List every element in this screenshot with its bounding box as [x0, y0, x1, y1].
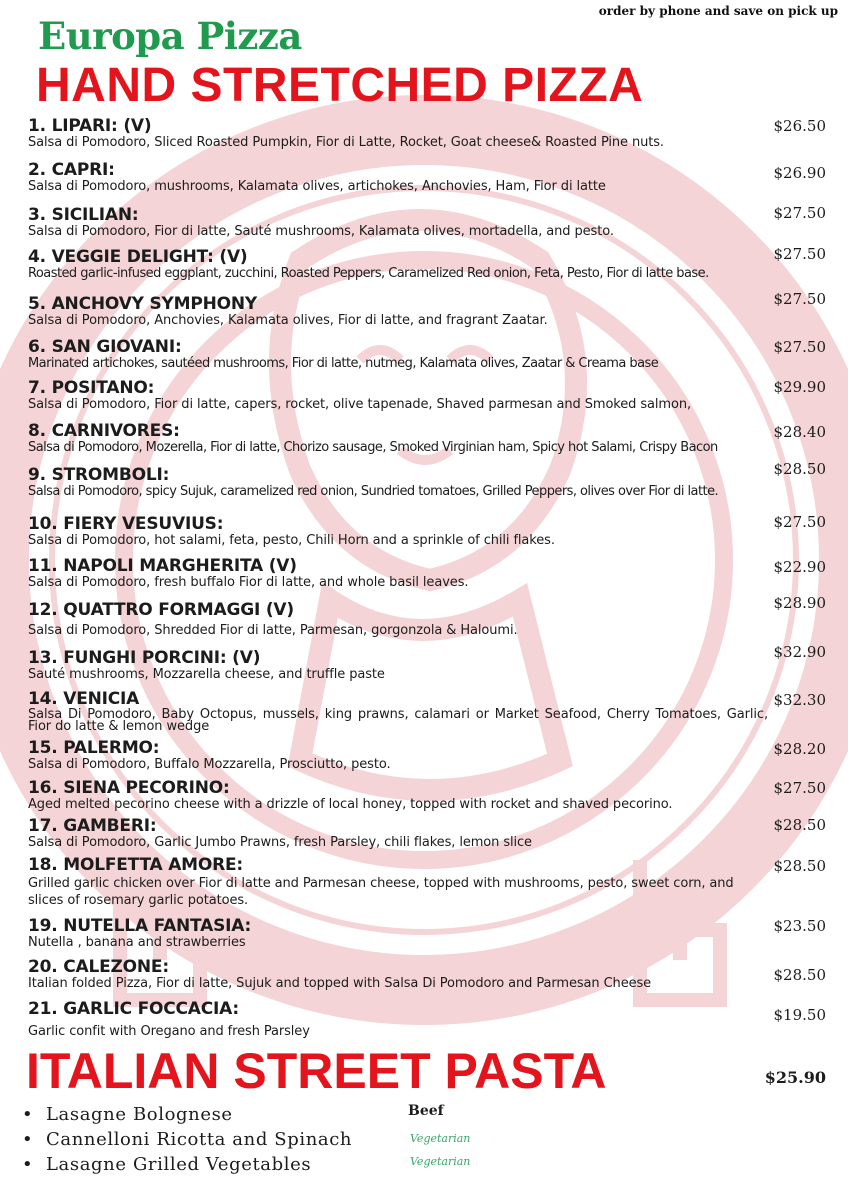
pasta-item: • Cannelloni Ricotta and Spinach — [22, 1127, 352, 1152]
beef-tag: Beef — [408, 1103, 444, 1119]
menu-item — [28, 916, 251, 950]
pasta-item: • Lasagne Grilled Vegetables — [22, 1152, 352, 1177]
menu-item — [28, 294, 548, 328]
menu-item — [28, 247, 709, 281]
item-description: Salsa di Pomodoro, Mozerella, Fior di latte, Chorizo sausage, Smoked Virginian ham, Spicy hot Salami, Crispy Bacon — [28, 440, 718, 455]
menu-item — [28, 855, 763, 909]
item-description: Salsa di Pomodoro, Buffalo Mozzarella, Prosciutto, pesto. — [28, 757, 391, 772]
menu-item — [28, 816, 532, 850]
item-name: 4. VEGGIE DELIGHT: (V) — [28, 247, 248, 267]
item-price: $22.90 — [773, 558, 826, 576]
order-by-phone-note: order by phone and save on pick up — [598, 4, 838, 18]
pasta-list — [22, 1102, 352, 1177]
item-name: 5. ANCHOVY SYMPHONY — [28, 294, 258, 314]
item-description: Salsa di Pomodoro, mushrooms, Kalamata olives, artichokes, Anchovies, Ham, Fior di latte — [28, 179, 606, 194]
item-name: 15. PALERMO: — [28, 738, 160, 758]
item-price: $29.90 — [773, 378, 826, 396]
item-description: Roasted garlic-infused eggplant, zucchini, Roasted Peppers, Caramelized Red onion, Feta, Pesto, Fior di latte base. — [28, 266, 709, 281]
menu-item — [28, 600, 518, 638]
item-name: 11. NAPOLI MARGHERITA (V) — [28, 556, 297, 576]
menu-item — [28, 465, 718, 499]
pizza-section-title: HAND STRETCHED PIZZA — [36, 59, 644, 112]
item-name: 17. GAMBERI: — [28, 816, 157, 836]
item-price: $32.90 — [773, 643, 826, 661]
item-price: $28.50 — [773, 966, 826, 984]
item-price: $28.50 — [773, 460, 826, 478]
item-name: 7. POSITANO: — [28, 378, 155, 398]
item-description: Salsa di Pomodoro, Shredded Fior di latte, Parmesan, gorgonzola & Haloumi. — [28, 623, 518, 638]
item-description: Aged melted pecorino cheese with a drizzle of local honey, topped with rocket and shaved pecorino. — [28, 797, 673, 812]
item-name: 13. FUNGHI PORCINI: (V) — [28, 648, 261, 668]
item-name: 2. CAPRI: — [28, 160, 115, 180]
item-price: $28.90 — [773, 594, 826, 612]
menu-item — [28, 514, 555, 548]
item-price: $19.50 — [773, 1006, 826, 1024]
menu-item — [28, 738, 390, 772]
item-description: Italian folded Pizza, Fior di latte, Sujuk and topped with Salsa Di Pomodoro and Parmesan Cheese — [28, 976, 652, 991]
item-description: Salsa di Pomodoro, Fior di latte, Sauté mushrooms, Kalamata olives, mortadella, and pesto. — [28, 224, 614, 239]
menu-item — [28, 556, 468, 590]
item-name: 16. SIENA PECORINO: — [28, 778, 230, 798]
item-price: $26.50 — [773, 117, 826, 135]
item-description: Salsa di Pomodoro, Anchovies, Kalamata olives, Fior di latte, and fragrant Zaatar. — [28, 313, 548, 328]
item-price: $27.50 — [773, 204, 826, 222]
item-price: $27.50 — [773, 338, 826, 356]
menu-item — [28, 160, 606, 194]
item-price: $28.50 — [773, 816, 826, 834]
item-name: 19. NUTELLA FANTASIA: — [28, 916, 252, 936]
pasta-item: • Lasagne Bolognese — [22, 1102, 352, 1127]
menu-item — [28, 957, 651, 991]
vegetarian-tag: Vegetarian — [410, 1132, 471, 1145]
menu-item — [28, 116, 664, 150]
menu-item — [28, 648, 385, 682]
item-price: $28.40 — [773, 423, 826, 441]
item-description: Salsa di Pomodoro, fresh buffalo Fior di latte, and whole basil leaves. — [28, 575, 469, 590]
item-description: Salsa di Pomodoro, Sliced Roasted Pumpkin, Fior di Latte, Rocket, Goat cheese& Roasted Pine nuts. — [28, 135, 664, 150]
item-description: Sauté mushrooms, Mozzarella cheese, and truffle paste — [28, 667, 385, 682]
menu-item — [28, 378, 691, 412]
item-name: 10. FIERY VESUVIUS: — [28, 514, 224, 534]
item-price: $23.50 — [773, 917, 826, 935]
item-name: 6. SAN GIOVANI: — [28, 337, 182, 357]
pasta-section-title: ITALIAN STREET PASTA — [26, 1043, 607, 1099]
item-description: Grilled garlic chicken over Fior di latte and Parmesan cheese, topped with mushrooms, pesto, sweet corn, and slices of rosemary garlic potatoes. — [28, 876, 734, 908]
item-name: 9. STROMBOLI: — [28, 465, 170, 485]
brand-title: Europa Pizza — [38, 14, 302, 58]
item-name: 20. CALEZONE: — [28, 957, 169, 977]
item-description: Marinated artichokes, sautéed mushrooms, Fior di latte, nutmeg, Kalamata olives, Zaatar & Creama base — [28, 356, 659, 371]
menu-item — [28, 421, 718, 455]
item-price: $28.20 — [773, 740, 826, 758]
item-description: Salsa Di Pomodoro, Baby Octopus, mussels, king prawns, calamari or Market Seafood, Cherry Tomatoes, Garlic, Fior do latte & lemon wedge — [28, 707, 768, 734]
item-description: Garlic confit with Oregano and fresh Parsley — [28, 1024, 310, 1039]
menu-item — [28, 689, 768, 733]
item-price: $28.50 — [773, 857, 826, 875]
item-price: $26.90 — [773, 164, 826, 182]
menu-item — [28, 205, 614, 239]
item-name: 18. MOLFETTA AMORE: — [28, 855, 244, 875]
item-description: Salsa di Pomodoro, spicy Sujuk, caramelized red onion, Sundried tomatoes, Grilled Peppers, olives over Fior di latte. — [28, 484, 719, 499]
item-description: Salsa di Pomodoro, Fior di latte, capers, rocket, olive tapenade, Shaved parmesan and Smoked salmon, — [28, 397, 691, 412]
pasta-price: $25.90 — [764, 1068, 826, 1087]
item-description: Salsa di Pomodoro, Garlic Jumbo Prawns, fresh Parsley, chili flakes, lemon slice — [28, 835, 532, 850]
item-description: Nutella , banana and strawberries — [28, 935, 246, 950]
item-name: 8. CARNIVORES: — [28, 421, 180, 441]
menu-item — [28, 778, 672, 812]
item-description: Salsa di Pomodoro, hot salami, feta, pesto, Chili Horn and a sprinkle of chili flakes. — [28, 533, 555, 548]
item-name: 1. LIPARI: (V) — [28, 116, 152, 136]
menu-item — [28, 337, 658, 371]
menu-item — [28, 999, 310, 1039]
item-name: 21. GARLIC FOCCACIA: — [28, 999, 240, 1019]
item-name: 12. QUATTRO FORMAGGI (V) — [28, 600, 294, 620]
item-price: $27.50 — [773, 245, 826, 263]
item-price: $27.50 — [773, 513, 826, 531]
item-price: $27.50 — [773, 779, 826, 797]
item-price: $32.30 — [773, 691, 826, 709]
item-price: $27.50 — [773, 290, 826, 308]
vegetarian-tag: Vegetarian — [410, 1155, 471, 1168]
item-name: 14. VENICIA — [28, 689, 140, 709]
item-name: 3. SICILIAN: — [28, 205, 139, 225]
